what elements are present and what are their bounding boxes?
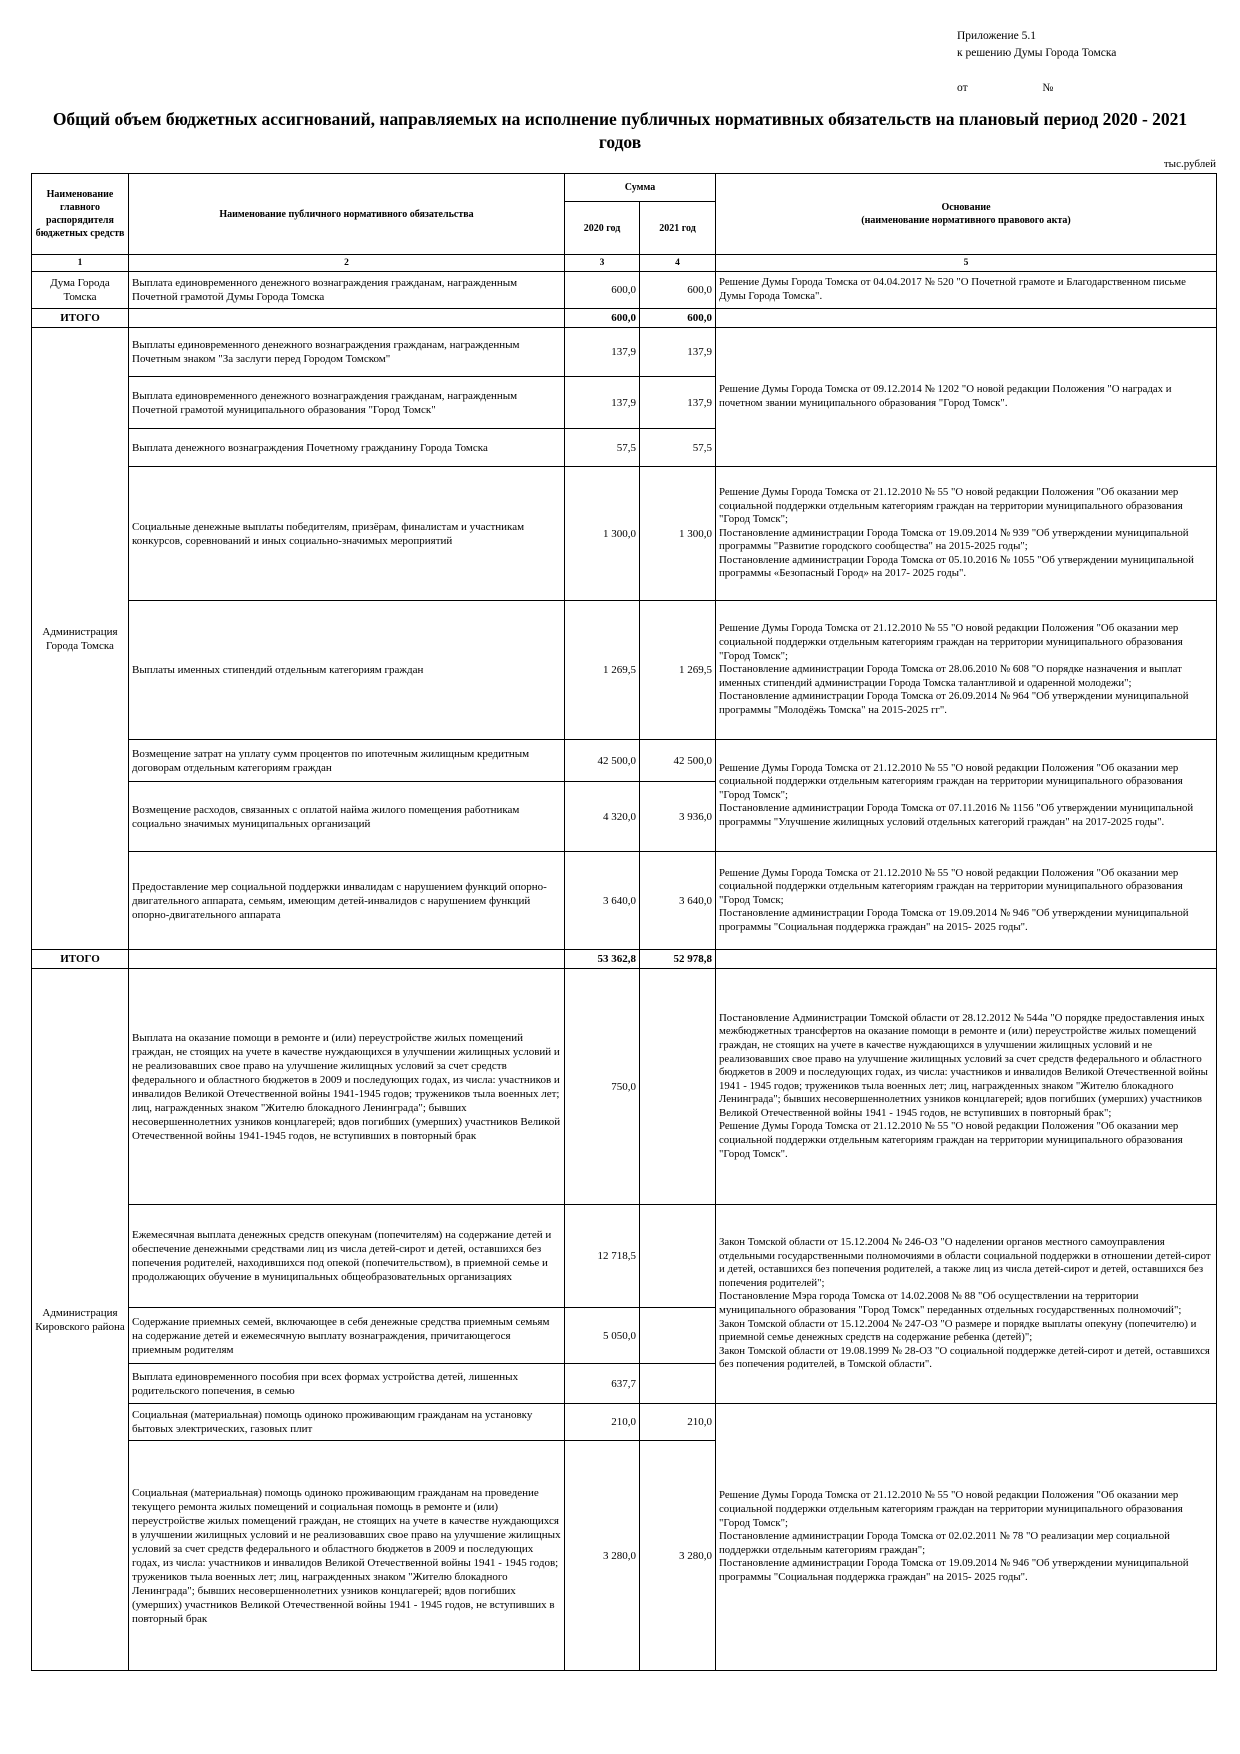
units-label: тыс.рублей: [1163, 158, 1216, 170]
obligation-desc: Ежемесячная выплата денежных средств опекунам (попечителям) на содержание детей и обеспечение денежными средствами лиц из числа детей-сирот и детей, оставшихся без попечения родителей, находившихся под опекой (попечительством), в приемной семье и продолжающих обучение в муниципальных общеобразовательных организациях: [129, 1205, 565, 1308]
value-2021: [640, 1364, 716, 1404]
header-col1: Наименование главного распорядителя бюджетных средств: [32, 174, 129, 255]
legal-basis: Закон Томской области от 15.12.2004 № 246-ОЗ "О наделении органов местного самоуправления отдельными государственными полномочиями в области социальной поддержки в отношении детей-сирот и детей, оставшихся без попечения родителей, а также лиц из числа детей-сирот и детей, оставшихся без попечения родителей"; Постановление Мэра города Томска от 14.02.2008 № 88 "Об осуществлении на территории муниципального образования "Город Томск" переданных отдельных государственных полномочий"; Закон Томской области от 15.12.2004 № 247-ОЗ "О размере и порядке выплаты опекуну (попечителю) и приемной семье денежных средств на содержание ребенка (детей)"; Закон Томской области от 19.08.1999 № 28-ОЗ "О социальной поддержке детей-сирот и детей, оставшихся без попечения родителей, в Томской области".: [716, 1205, 1217, 1404]
document-title: Общий объем бюджетных ассигнований, направляемых на исполнение публичных нормативных обязательств на плановый период 2020 - 2021 годов: [52, 109, 1188, 152]
total-2021: 52 978,8: [640, 950, 716, 969]
table-row: [32, 272, 1217, 309]
appendix-line: к решению Думы Города Томска: [957, 47, 1117, 59]
appendix-line: от №: [957, 82, 1054, 94]
total-row: [32, 309, 1217, 328]
value-2020: 5 050,0: [565, 1308, 640, 1364]
value-2021: 3 280,0: [640, 1441, 716, 1671]
legal-basis: Решение Думы Города Томска от 09.12.2014 № 1202 "О новой редакции Положения "О наградах и почетном звании муниципального образования "Город Томск".: [716, 328, 1217, 467]
value-2021: 3 936,0: [640, 782, 716, 852]
value-2021: [640, 1205, 716, 1308]
value-2020: 57,5: [565, 429, 640, 467]
value-2020: 750,0: [565, 969, 640, 1205]
header-col5: Основание (наименование нормативного правового акта): [716, 174, 1217, 255]
obligation-desc: Предоставление мер социальной поддержки инвалидам с нарушением функций опорно-двигательного аппарата, семьям, имеющим детей-инвалидов с нарушением функций опорно-двигательного аппарата: [129, 852, 565, 950]
value-2020: 3 640,0: [565, 852, 640, 950]
total-2020: 53 362,8: [565, 950, 640, 969]
column-number: 3: [565, 255, 640, 272]
header-sum: Сумма: [565, 174, 716, 202]
obligation-desc: Выплаты именных стипендий отдельным категориям граждан: [129, 601, 565, 740]
legal-basis: Решение Думы Города Томска от 21.12.2010 № 55 "О новой редакции Положения "Об оказании мер социальной поддержки отдельным категориям граждан на территории муниципального образования "Город Томск"; Постановление администрации Города Томска от 07.11.2016 № 1156 "Об утверждении муниципальной программы "Улучшение жилищных условий отдельных категорий граждан" на 2017-2025 годы".: [716, 740, 1217, 852]
distributor-name: Администрация Города Томска: [32, 328, 129, 950]
obligation-desc: Выплата на оказание помощи в ремонте и (или) переустройстве жилых помещений граждан, не стоящих на учете в качестве нуждающихся в улучшении жилищных условий и не реализовавших свое право на улучшение жилищных условий за счет средств федерального и областного бюджетов в 2009 и последующих годах, из числа: участников и инвалидов Великой Отечественной войны 1941-1945 годов; тружеников тыла военных лет; лиц, награжденных знаком "Жителю блокадного Ленинграда"; бывших несовершеннолетних узников концлагерей; вдов погибших (умерших) участников Великой Отечественной войны 1941-1945 годов, не вступивших в повторный брак: [129, 969, 565, 1205]
value-2021: 42 500,0: [640, 740, 716, 782]
column-number: 1: [32, 255, 129, 272]
value-2020: 637,7: [565, 1364, 640, 1404]
obligation-desc: Возмещение расходов, связанных с оплатой найма жилого помещения работникам социально значимых муниципальных организаций: [129, 782, 565, 852]
budget-table: [31, 173, 1217, 1671]
value-2020: 3 280,0: [565, 1441, 640, 1671]
legal-basis: Решение Думы Города Томска от 21.12.2010 № 55 "О новой редакции Положения "Об оказании мер социальной поддержки отдельным категориям граждан на территории муниципального образования "Город Томск"; Постановление администрации Города Томска от 28.06.2010 № 608 "О порядке назначения и выплат именных стипендий администрации Города Томска талантливой и одаренной молодежи"; Постановление администрации Города Томска от 26.09.2014 № 964 "Об утверждении муниципальной программы "Молодёжь Томска" на 2015-2025 гг".: [716, 601, 1217, 740]
column-number: 5: [716, 255, 1217, 272]
value-2020: 1 300,0: [565, 467, 640, 601]
distributor-name: Дума Города Томска: [32, 272, 129, 309]
table-row: [32, 1404, 1217, 1441]
value-2020: 210,0: [565, 1404, 640, 1441]
header-2021: 2021 год: [640, 202, 716, 255]
obligation-desc: Выплата единовременного пособия при всех формах устройства детей, лишенных родительского попечения, в семью: [129, 1364, 565, 1404]
legal-basis: Постановление Администрации Томской области от 28.12.2012 № 544а "О порядке предоставления иных межбюджетных трансфертов на оказание помощи в ремонте и (или) переустройстве жилых помещений граждан, не стоящих на учете в качестве нуждающихся в улучшении жилищных условий и не реализовавших свое право на улучшение жилищных условий за счет средств федерального и областного бюджетов в 2009 и последующих годах, из числа: участников и инвалидов Великой Отечественной войны 1941 - 1945 годов; тружеников тыла военных лет; лиц, награжденных знаком "Жителю блокадного Ленинграда"; бывших несовершеннолетних узников концлагерей; вдов погибших (умерших) участников Великой Отечественной войны 1941 - 1945 годов, не вступивших в повторный брак"; Решение Думы Города Томска от 21.12.2010 № 55 "О новой редакции Положения "Об оказании мер социальной поддержки отдельным категориям граждан на территории муниципального образования "Город Томск".: [716, 969, 1217, 1205]
header-2020: 2020 год: [565, 202, 640, 255]
obligation-desc: Социальная (материальная) помощь одиноко проживающим гражданам на установку бытовых электрических, газовых плит: [129, 1404, 565, 1441]
distributor-name: Администрация Кировского района: [32, 969, 129, 1671]
obligation-desc: Выплата единовременного денежного вознаграждения гражданам, награжденным Почетной грамотой муниципального образования "Город Томск": [129, 377, 565, 429]
total-label: ИТОГО: [32, 950, 129, 969]
value-2020: 1 269,5: [565, 601, 640, 740]
legal-basis: Решение Думы Города Томска от 21.12.2010 № 55 "О новой редакции Положения "Об оказании мер социальной поддержки отдельным категориям граждан на территории муниципального образования "Город Томск; Постановление администрации Города Томска от 19.09.2014 № 946 "Об утверждении муниципальной программы "Социальная поддержка граждан" на 2015- 2025 годы".: [716, 852, 1217, 950]
table-row: [32, 969, 1217, 1205]
table-row: [32, 467, 1217, 601]
table-row: [32, 601, 1217, 740]
table-row: [32, 328, 1217, 377]
total-2020: 600,0: [565, 309, 640, 328]
obligation-desc: Выплата денежного вознаграждения Почетному гражданину Города Томска: [129, 429, 565, 467]
value-2021: [640, 969, 716, 1205]
value-2021: 210,0: [640, 1404, 716, 1441]
value-2020: 137,9: [565, 328, 640, 377]
obligation-desc: Возмещение затрат на уплату сумм процентов по ипотечным жилищным кредитным договорам отдельным категориям граждан: [129, 740, 565, 782]
value-2020: 42 500,0: [565, 740, 640, 782]
appendix-line: Приложение 5.1: [957, 30, 1036, 42]
value-2021: 1 300,0: [640, 467, 716, 601]
value-2020: 4 320,0: [565, 782, 640, 852]
value-2021: [640, 1308, 716, 1364]
obligation-desc: Содержание приемных семей, включающее в себя денежные средства приемным семьям на содержание детей и ежемесячную выплату вознаграждения, причитающегося приемным родителям: [129, 1308, 565, 1364]
value-2020: 600,0: [565, 272, 640, 309]
value-2020: 137,9: [565, 377, 640, 429]
obligation-desc: Выплата единовременного денежного вознаграждения гражданам, награжденным Почетной грамотой Думы Города Томска: [129, 272, 565, 309]
column-number: 4: [640, 255, 716, 272]
table-row: [32, 1205, 1217, 1308]
legal-basis: Решение Думы Города Томска от 21.12.2010 № 55 "О новой редакции Положения "Об оказании мер социальной поддержки отдельным категориям граждан на территории муниципального образования "Город Томск"; Постановление администрации Города Томска от 19.09.2014 № 939 "Об утверждении муниципальной программы "Развитие городского сообщества" на 2015-2025 годы"; Постановление администрации Города Томска от 05.10.2016 № 1055 "Об утверждении муниципальной программы «Безопасный Город» на 2017- 2025 годы".: [716, 467, 1217, 601]
legal-basis: Решение Думы Города Томска от 21.12.2010 № 55 "О новой редакции Положения "Об оказании мер социальной поддержки отдельным категориям граждан на территории муниципального образования "Город Томск"; Постановление администрации Города Томска от 02.02.2011 № 78 "О реализации мер социальной поддержки отдельным категориям граждан"; Постановление администрации Города Томска от 19.09.2014 № 946 "Об утверждении муниципальной программы "Социальная поддержка граждан" на 2015- 2025 годы".: [716, 1404, 1217, 1671]
obligation-desc: Выплаты единовременного денежного вознаграждения гражданам, награжденным Почетным знаком "За заслуги перед Городом Томском": [129, 328, 565, 377]
value-2021: 57,5: [640, 429, 716, 467]
total-row: [32, 950, 1217, 969]
value-2020: 12 718,5: [565, 1205, 640, 1308]
appendix-block: [957, 28, 1116, 97]
obligation-desc: Социальные денежные выплаты победителям, призёрам, финалистам и участникам конкурсов, соревнований и иных социально-значимых мероприятий: [129, 467, 565, 601]
table-row: [32, 852, 1217, 950]
value-2021: 1 269,5: [640, 601, 716, 740]
value-2021: 137,9: [640, 328, 716, 377]
column-number: 2: [129, 255, 565, 272]
total-2021: 600,0: [640, 309, 716, 328]
value-2021: 3 640,0: [640, 852, 716, 950]
legal-basis: Решение Думы Города Томска от 04.04.2017 № 520 "О Почетной грамоте и Благодарственном письме Думы Города Томска".: [716, 272, 1217, 309]
value-2021: 600,0: [640, 272, 716, 309]
table-row: [32, 740, 1217, 782]
total-label: ИТОГО: [32, 309, 129, 328]
value-2021: 137,9: [640, 377, 716, 429]
header-col2: Наименование публичного нормативного обязательства: [129, 174, 565, 255]
obligation-desc: Социальная (материальная) помощь одиноко проживающим гражданам на проведение текущего ремонта жилых помещений и социальная помощь в ремонте и (или) переустройстве жилых помещений граждан, не стоящих на учете в качестве нуждающихся в улучшении жилищных условий и не реализовавших свое право на улучшение жилищных условий за счет средств федерального и областного бюджетов в 2009 и последующих годах, из числа: участников и инвалидов Великой Отечественной войны 1941 - 1945 годов; тружеников тыла военных лет; лиц, награжденных знаком "Жителю блокадного Ленинграда"; бывших несовершеннолетних узников концлагерей; вдов погибших (умерших) участников Великой Отечественной войны 1941 - 1945 годов, не вступивших в повторный брак: [129, 1441, 565, 1671]
